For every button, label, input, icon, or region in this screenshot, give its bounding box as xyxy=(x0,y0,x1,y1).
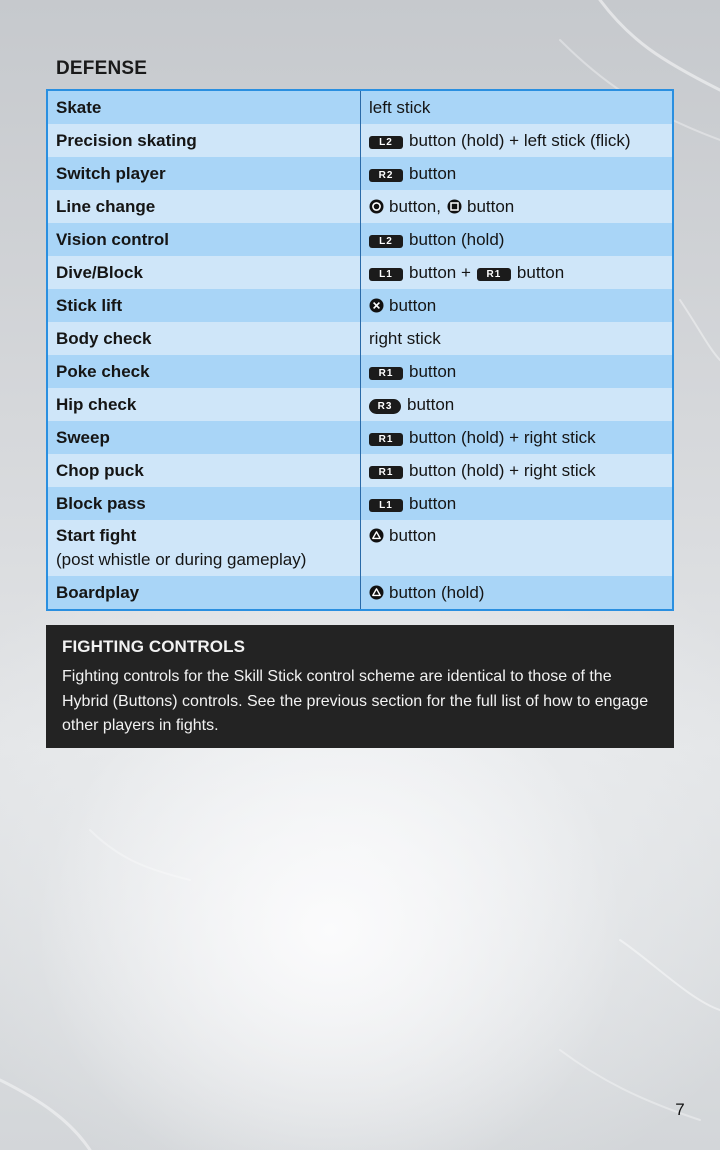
action-label: Stick lift xyxy=(47,289,361,322)
control-cell xyxy=(361,190,674,223)
panel-body: Fighting controls for the Skill Stick control scheme are identical to those of the Hybrid (Buttons) controls. See the previous section for the full list of how to engage other players in fights. xyxy=(62,668,649,734)
table-row xyxy=(47,454,673,487)
table-row xyxy=(47,190,673,223)
control-text: button xyxy=(409,493,457,513)
circle-button-icon xyxy=(369,199,384,214)
action-label: Line change xyxy=(47,190,361,223)
action-label-text: Start fight xyxy=(56,526,137,545)
table-row xyxy=(47,487,673,520)
action-label: Dive/Block xyxy=(47,256,361,289)
triangle-button-icon xyxy=(369,585,384,600)
control-cell xyxy=(361,487,674,520)
section-title: DEFENSE xyxy=(56,58,148,79)
table-row xyxy=(47,157,673,190)
action-sublabel: (post whistle or during gameplay) xyxy=(56,550,307,569)
fighting-controls-panel xyxy=(46,625,674,748)
action-label: Hip check xyxy=(47,388,361,421)
table-row xyxy=(47,421,673,454)
control-cell xyxy=(361,90,674,124)
action-label: Poke check xyxy=(47,355,361,388)
control-cell xyxy=(361,454,674,487)
r1-button-icon: R1 xyxy=(369,466,403,479)
control-text: right stick xyxy=(369,328,441,348)
table-row xyxy=(47,90,673,124)
table-row xyxy=(47,355,673,388)
control-cell xyxy=(361,576,674,610)
panel-title: FIGHTING CONTROLS xyxy=(62,637,246,656)
action-label: Vision control xyxy=(47,223,361,256)
defense-controls-table xyxy=(46,89,674,611)
r1-button-icon: R1 xyxy=(369,367,403,380)
table-row xyxy=(47,124,673,157)
triangle-button-icon xyxy=(369,528,384,543)
square-button-icon xyxy=(447,199,462,214)
control-text: button, xyxy=(389,196,441,216)
control-cell xyxy=(361,355,674,388)
control-text: button xyxy=(389,295,437,315)
action-label: Switch player xyxy=(47,157,361,190)
page-number: 7 xyxy=(675,1100,685,1119)
control-text: button (hold) + left stick (flick) xyxy=(409,130,631,150)
r1-button-icon: R1 xyxy=(477,268,511,281)
control-text: button xyxy=(389,526,437,545)
l2-button-icon: L2 xyxy=(369,136,403,149)
table-row xyxy=(47,289,673,322)
r3-button-icon: R3 xyxy=(369,399,401,414)
action-label: Chop puck xyxy=(47,454,361,487)
action-label: Precision skating xyxy=(47,124,361,157)
control-text: button xyxy=(516,262,565,282)
control-cell xyxy=(361,289,674,322)
control-cell xyxy=(361,421,674,454)
r2-button-icon: R2 xyxy=(369,169,403,182)
cross-button-icon xyxy=(369,298,384,313)
table-row xyxy=(47,576,673,610)
control-cell xyxy=(361,520,674,576)
table-row xyxy=(47,223,673,256)
control-cell xyxy=(361,388,674,421)
l1-button-icon: L1 xyxy=(369,499,403,512)
control-text: button xyxy=(409,163,457,183)
action-label xyxy=(47,520,361,576)
control-text: button (hold) xyxy=(409,229,505,249)
control-text: left stick xyxy=(369,97,431,117)
control-text: button xyxy=(409,361,457,381)
control-text: button + xyxy=(409,262,471,282)
action-label: Body check xyxy=(47,322,361,355)
action-label: Skate xyxy=(47,90,361,124)
table-row xyxy=(47,520,673,576)
action-label: Sweep xyxy=(47,421,361,454)
action-label: Boardplay xyxy=(47,576,361,610)
control-cell xyxy=(361,223,674,256)
l2-button-icon: L2 xyxy=(369,235,403,248)
control-cell xyxy=(361,124,674,157)
l1-button-icon: L1 xyxy=(369,268,403,281)
control-text: button (hold) xyxy=(389,582,485,602)
r1-button-icon: R1 xyxy=(369,433,403,446)
control-cell xyxy=(361,322,674,355)
table-row xyxy=(47,322,673,355)
control-text: button xyxy=(467,196,515,216)
control-text: button xyxy=(407,394,455,414)
control-cell xyxy=(361,157,674,190)
control-cell xyxy=(361,256,674,289)
table-row xyxy=(47,388,673,421)
control-text: button (hold) + right stick xyxy=(409,460,596,480)
action-label: Block pass xyxy=(47,487,361,520)
control-text: button (hold) + right stick xyxy=(409,427,596,447)
table-row xyxy=(47,256,673,289)
